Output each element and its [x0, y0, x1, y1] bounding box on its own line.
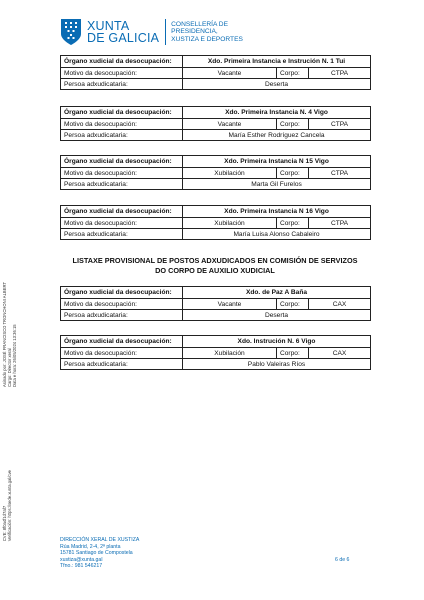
corpo-label: Corpo: [277, 68, 309, 79]
organo-label: Órgano xudicial da desocupación: [61, 206, 183, 218]
persoa-label: Persoa adxudicataria: [61, 359, 183, 370]
verification-sidebar [2, 470, 12, 541]
assignment-block-a3 [60, 155, 370, 190]
corpo-value: CAX [309, 348, 371, 359]
assignment-block-b2 [60, 335, 370, 370]
xunta-shield-icon [60, 18, 82, 46]
organo-label: Órgano xudicial da desocupación: [61, 156, 183, 168]
csv-line-1: CVE: 8f0a4f1d7af7 [2, 505, 7, 542]
persoa-value: Pablo Valeiras Ríos [183, 359, 371, 370]
footer-email: xustiza@xunta.gal [60, 556, 103, 563]
corpo-label: Corpo: [277, 299, 309, 310]
assignment-block-a1 [60, 55, 370, 90]
organo-label: Órgano xudicial da desocupación: [61, 287, 183, 299]
dept-line-2: PRESIDENCIA, [171, 28, 218, 36]
persoa-value: María Esther Rodríguez Cancela [183, 130, 371, 141]
header-divider [165, 19, 166, 45]
persoa-value: María Luisa Alonso Cabaleiro [183, 229, 371, 240]
persoa-label: Persoa adxudicataria: [61, 130, 183, 141]
corpo-value: CTPA [309, 168, 371, 179]
section-title [60, 256, 370, 276]
organo-label: Órgano xudicial da desocupación: [61, 107, 183, 119]
footer-phone: Tfno.: 981 546217 [60, 563, 103, 570]
motivo-value: Xubilación [183, 168, 277, 179]
organo-value: Xdo. Primeira Instancia N. 4 Vigo [183, 107, 371, 119]
motivo-label: Motivo da desocupación: [61, 119, 183, 130]
dept-line-1: CONSELLERÍA DE [171, 20, 228, 28]
persoa-value: Deserta [183, 310, 371, 321]
organo-value: Xdo. Primeira Instancia e Instrución N. 1 Tui [183, 56, 371, 68]
corpo-value: CTPA [309, 119, 371, 130]
section-title-line-2: DO CORPO DE AUXILIO XUDICIAL [155, 266, 275, 275]
organo-value: Xdo. Primeira Instancia N 15 Vigo [183, 156, 371, 168]
brand-name [87, 20, 159, 44]
organo-value: Xdo. Instrución N. 6 Vigo [183, 336, 371, 348]
motivo-label: Motivo da desocupación: [61, 348, 183, 359]
page-footer [60, 537, 139, 570]
footer-line-1: DIRECCIÓN XERAL DE XUSTIZA [60, 537, 140, 543]
persoa-label: Persoa adxudicataria: [61, 229, 183, 240]
assignment-block-a4 [60, 205, 370, 240]
signature-line-3: Data e hora: 26/05/2024 13:36:15 [12, 324, 17, 388]
page-header [60, 15, 243, 49]
department-name [171, 21, 243, 44]
organo-label: Órgano xudicial da desocupación: [61, 56, 183, 68]
persoa-label: Persoa adxudicataria: [61, 310, 183, 321]
persoa-value: Deserta [183, 79, 371, 90]
assignment-block-a2 [60, 106, 370, 141]
corpo-value: CTPA [309, 218, 371, 229]
motivo-value: Vacante [183, 119, 277, 130]
motivo-label: Motivo da desocupación: [61, 168, 183, 179]
brand-line-1: XUNTA [87, 19, 130, 33]
section-title-line-1: LISTAXE PROVISIONAL DE POSTOS ADXUDICADOS EN COMISIÓN DE SERVIZOS [72, 256, 358, 265]
corpo-value: CTPA [309, 68, 371, 79]
persoa-label: Persoa adxudicataria: [61, 179, 183, 190]
csv-line-2: Verificación: https://sede.xunta.gal/cve [7, 470, 12, 542]
motivo-value: Vacante [183, 68, 277, 79]
dept-line-3: XUSTIZA E DEPORTES [171, 35, 243, 43]
brand-line-2: DE GALICIA [87, 31, 160, 45]
motivo-value: Vacante [183, 299, 277, 310]
signature-line-2: Cargo: Director xeral [7, 348, 12, 388]
footer-line-2: Rúa Madrid, 2-4, 2ª planta [60, 543, 121, 550]
signature-sidebar [2, 282, 17, 387]
motivo-value: Xubilación [183, 218, 277, 229]
persoa-label: Persoa adxudicataria: [61, 79, 183, 90]
persoa-value: Marta Gil Furelos [183, 179, 371, 190]
page-number: 6 de 6 [335, 557, 350, 563]
corpo-label: Corpo: [277, 119, 309, 130]
motivo-value: Xubilación [183, 348, 277, 359]
corpo-label: Corpo: [277, 168, 309, 179]
corpo-label: Corpo: [277, 218, 309, 229]
corpo-value: CAX [309, 299, 371, 310]
signature-line-1: Asinado por: JOSÉ FRANCISCO TRONCHONI ALBERT [2, 282, 7, 388]
motivo-label: Motivo da desocupación: [61, 68, 183, 79]
organo-value: Xdo. Primeira Instancia N 16 Vigo [183, 206, 371, 218]
motivo-label: Motivo da desocupación: [61, 218, 183, 229]
corpo-label: Corpo: [277, 348, 309, 359]
assignment-block-b1 [60, 286, 370, 321]
motivo-label: Motivo da desocupación: [61, 299, 183, 310]
organo-value: Xdo. de Paz A Baña [183, 287, 371, 299]
organo-label: Órgano xudicial da desocupación: [61, 336, 183, 348]
footer-line-3: 15781 Santiago de Compostela [60, 550, 133, 557]
